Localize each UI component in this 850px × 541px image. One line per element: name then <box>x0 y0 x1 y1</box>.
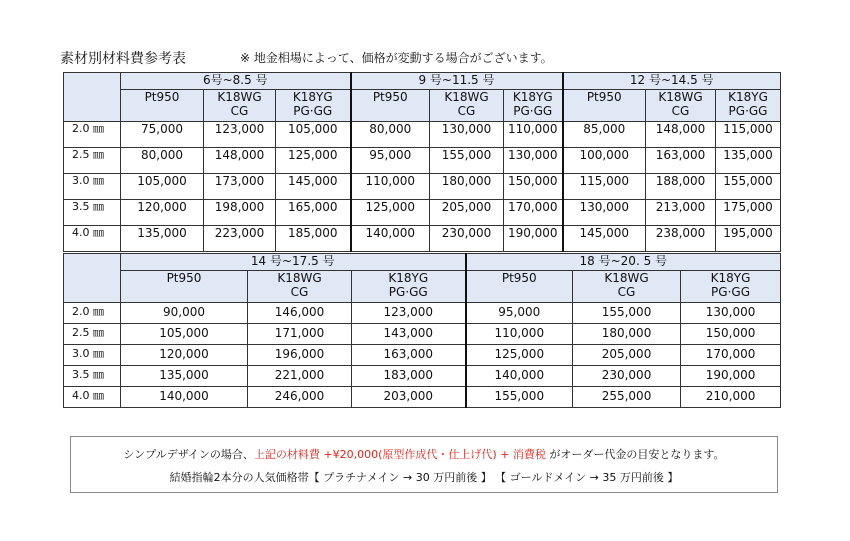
price-cell: 75,000 <box>121 122 204 148</box>
footer-line-1-suffix: がオーダー代金の目安となります。 <box>545 448 725 461</box>
price-cell: 185,000 <box>276 226 351 252</box>
price-cell: 110,000 <box>466 324 573 345</box>
table-row <box>64 174 781 200</box>
metal-header-line: K18YG <box>292 90 333 104</box>
table-row <box>64 366 781 387</box>
price-cell: 80,000 <box>121 148 204 174</box>
price-cell: 196,000 <box>248 345 352 366</box>
price-cell: 145,000 <box>563 226 646 252</box>
metal-header-line: K18WG <box>277 271 322 285</box>
price-cell: 143,000 <box>352 324 466 345</box>
price-cell: 170,000 <box>504 200 563 226</box>
metal-header <box>646 90 716 122</box>
size-group-header: 12 号~14.5 号 <box>563 73 781 90</box>
price-cell: 163,000 <box>646 148 716 174</box>
metal-header <box>352 271 466 303</box>
footer-line-2: 結婚指輪2本分の人気価格帯【 プラチナメイン → 30 万円前後 】 【 ゴールドメイン → 35 万円前後 】 <box>169 471 679 484</box>
price-cell: 135,000 <box>121 366 248 387</box>
metal-header-line: PG·GG <box>293 104 333 118</box>
footer-note-box <box>70 436 778 493</box>
metal-header-line: PG·GG <box>728 104 768 118</box>
metal-header-line: K18WG <box>217 90 262 104</box>
price-cell: 190,000 <box>681 366 781 387</box>
price-cell: 100,000 <box>563 148 646 174</box>
price-cell: 123,000 <box>204 122 276 148</box>
price-cell: 213,000 <box>646 200 716 226</box>
width-label: 4.0 ㎜ <box>64 226 121 252</box>
metal-header-line: K18WG <box>604 271 649 285</box>
width-label: 3.5 ㎜ <box>64 366 121 387</box>
metal-header <box>248 271 352 303</box>
price-cell: 210,000 <box>681 387 781 408</box>
metal-header-line: K18WG <box>444 90 489 104</box>
width-label: 2.5 ㎜ <box>64 324 121 345</box>
width-label: 4.0 ㎜ <box>64 387 121 408</box>
price-cell: 238,000 <box>646 226 716 252</box>
metal-header-line: Pt950 <box>501 271 537 285</box>
price-cell: 135,000 <box>121 226 204 252</box>
footer-line-1-highlight: 上記の材料費 +¥20,000(原型作成代・仕上げ代) + 消費税 <box>253 448 546 461</box>
metal-header <box>716 90 781 122</box>
price-cell: 205,000 <box>430 200 504 226</box>
price-cell: 125,000 <box>466 345 573 366</box>
metal-header <box>121 271 248 303</box>
metal-header-line: PG·GG <box>513 104 553 118</box>
price-cell: 140,000 <box>121 387 248 408</box>
price-cell: 183,000 <box>352 366 466 387</box>
table-row <box>64 345 781 366</box>
metal-header-row <box>64 271 781 303</box>
price-cell: 85,000 <box>563 122 646 148</box>
price-cell: 115,000 <box>716 122 781 148</box>
price-cell: 115,000 <box>563 174 646 200</box>
size-group-header: 18 号~20. 5 号 <box>466 254 781 271</box>
corner-cell <box>64 254 121 303</box>
table-row <box>64 226 781 252</box>
price-cell: 246,000 <box>248 387 352 408</box>
price-cell: 205,000 <box>573 345 681 366</box>
price-cell: 135,000 <box>716 148 781 174</box>
width-label: 2.0 ㎜ <box>64 122 121 148</box>
price-cell: 125,000 <box>351 200 430 226</box>
price-notice: ※ 地金相場によって、価格が変動する場合がございます。 <box>240 51 553 65</box>
price-cell: 175,000 <box>716 200 781 226</box>
price-cell: 140,000 <box>466 366 573 387</box>
price-cell: 230,000 <box>430 226 504 252</box>
price-cell: 190,000 <box>504 226 563 252</box>
width-label: 2.5 ㎜ <box>64 148 121 174</box>
price-cell: 163,000 <box>352 345 466 366</box>
metal-header-line: CG <box>457 104 476 118</box>
price-cell: 188,000 <box>646 174 716 200</box>
price-cell: 165,000 <box>276 200 351 226</box>
price-cell: 130,000 <box>430 122 504 148</box>
price-cell: 180,000 <box>430 174 504 200</box>
footer-line-1-prefix: シンプルデザインの場合、 <box>123 448 254 461</box>
price-cell: 155,000 <box>430 148 504 174</box>
footer-line-1 <box>71 446 777 462</box>
width-label: 2.0 ㎜ <box>64 303 121 324</box>
size-group-header: 9 号~11.5 号 <box>351 73 563 90</box>
metal-header-line: CG <box>617 285 636 299</box>
table-row <box>64 324 781 345</box>
metal-header-line: Pt950 <box>144 90 180 104</box>
price-cell: 130,000 <box>504 148 563 174</box>
price-cell: 195,000 <box>716 226 781 252</box>
size-group-header-row <box>64 73 781 90</box>
metal-header <box>504 90 563 122</box>
price-cell: 223,000 <box>204 226 276 252</box>
price-cell: 173,000 <box>204 174 276 200</box>
price-cell: 150,000 <box>681 324 781 345</box>
price-cell: 130,000 <box>681 303 781 324</box>
price-cell: 255,000 <box>573 387 681 408</box>
price-cell: 90,000 <box>121 303 248 324</box>
metal-header-line: CG <box>290 285 309 299</box>
price-cell: 203,000 <box>352 387 466 408</box>
price-cell: 146,000 <box>248 303 352 324</box>
price-cell: 123,000 <box>352 303 466 324</box>
metal-header <box>276 90 351 122</box>
price-cell: 145,000 <box>276 174 351 200</box>
price-cell: 180,000 <box>573 324 681 345</box>
price-cell: 95,000 <box>466 303 573 324</box>
price-table-small-sizes <box>63 72 781 252</box>
price-cell: 120,000 <box>121 200 204 226</box>
price-cell: 95,000 <box>351 148 430 174</box>
metal-header-line: K18YG <box>710 271 751 285</box>
size-group-header-row <box>64 254 781 271</box>
size-group-header: 14 号~17.5 号 <box>121 254 466 271</box>
width-label: 3.5 ㎜ <box>64 200 121 226</box>
table-row <box>64 387 781 408</box>
price-cell: 221,000 <box>248 366 352 387</box>
metal-header <box>430 90 504 122</box>
price-cell: 130,000 <box>563 200 646 226</box>
width-label: 3.0 ㎜ <box>64 345 121 366</box>
price-cell: 125,000 <box>276 148 351 174</box>
metal-header-line: K18YG <box>512 90 553 104</box>
metal-header-line: CG <box>671 104 690 118</box>
metal-header <box>573 271 681 303</box>
metal-header-line: Pt950 <box>372 90 408 104</box>
price-cell: 110,000 <box>351 174 430 200</box>
metal-header-line: K18YG <box>728 90 768 104</box>
metal-header <box>351 90 430 122</box>
price-cell: 105,000 <box>276 122 351 148</box>
price-cell: 155,000 <box>573 303 681 324</box>
metal-header-line: PG·GG <box>388 285 428 299</box>
price-cell: 148,000 <box>204 148 276 174</box>
metal-header-line: K18WG <box>658 90 703 104</box>
price-cell: 105,000 <box>121 174 204 200</box>
price-cell: 230,000 <box>573 366 681 387</box>
price-cell: 105,000 <box>121 324 248 345</box>
width-label: 3.0 ㎜ <box>64 174 121 200</box>
metal-header-row <box>64 90 781 122</box>
table-row <box>64 148 781 174</box>
metal-header-line: Pt950 <box>166 271 202 285</box>
metal-header-line: K18YG <box>388 271 429 285</box>
metal-header <box>204 90 276 122</box>
price-cell: 110,000 <box>504 122 563 148</box>
price-cell: 148,000 <box>646 122 716 148</box>
page-title: 素材別材料費参考表 <box>60 51 186 67</box>
table-row <box>64 122 781 148</box>
metal-header <box>121 90 204 122</box>
price-cell: 155,000 <box>466 387 573 408</box>
price-cell: 170,000 <box>681 345 781 366</box>
price-cell: 155,000 <box>716 174 781 200</box>
price-cell: 120,000 <box>121 345 248 366</box>
price-cell: 140,000 <box>351 226 430 252</box>
metal-header-line: PG·GG <box>711 285 750 299</box>
metal-header <box>681 271 781 303</box>
size-group-header: 6号~8.5 号 <box>121 73 351 90</box>
metal-header <box>563 90 646 122</box>
metal-header-line: CG <box>230 104 249 118</box>
metal-header <box>466 271 573 303</box>
price-cell: 80,000 <box>351 122 430 148</box>
corner-cell <box>64 73 121 122</box>
table-row <box>64 303 781 324</box>
table-row <box>64 200 781 226</box>
metal-header-line: Pt950 <box>586 90 622 104</box>
price-cell: 198,000 <box>204 200 276 226</box>
price-cell: 171,000 <box>248 324 352 345</box>
price-cell: 150,000 <box>504 174 563 200</box>
price-table-large-sizes <box>63 253 781 408</box>
